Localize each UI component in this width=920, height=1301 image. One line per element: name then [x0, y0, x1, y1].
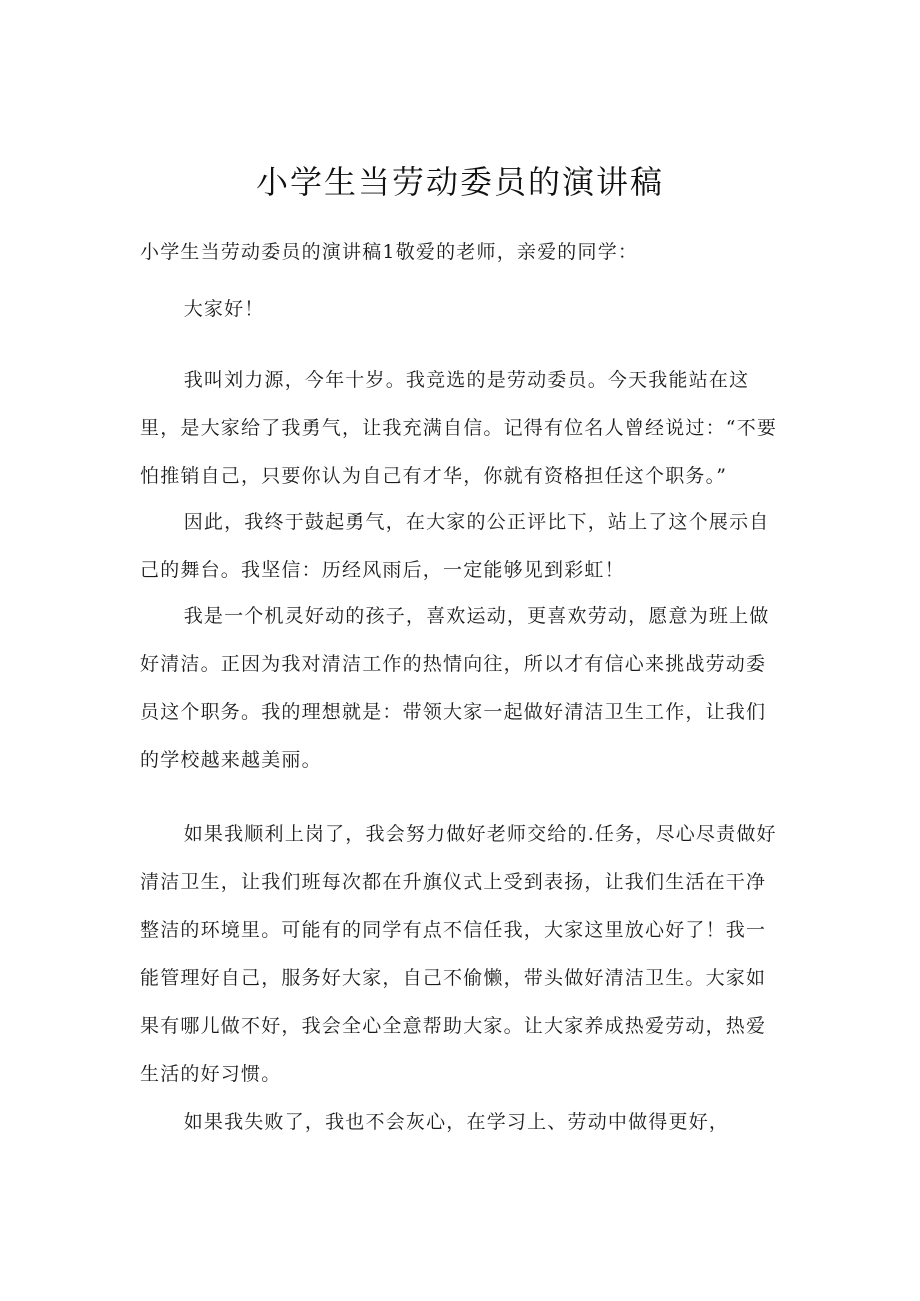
paragraph-block-1: [140, 285, 780, 333]
paragraph-block-6: [140, 1098, 780, 1146]
paragraph-block-5: [140, 810, 780, 1098]
paragraph-block-4: [140, 592, 780, 784]
intro-line: [140, 228, 780, 276]
paragraph-ideal: 我是一个机灵好动的孩子，喜欢运动，更喜欢劳动，愿意为班上做好清洁。正因为我对清洁工作的热情向往，所以才有信心来挑战劳动委员这个职务。我的理想就是：带领大家一起做好清洁卫生工作，让我们的学校越来越美丽。: [140, 605, 770, 771]
paragraph-failure: 如果我失败了，我也不会灰心，在学习上、劳动中做得更好，: [183, 1111, 730, 1133]
paragraph-plan: 如果我顺利上岗了，我会努力做好老师交给的.任务，尽心尽责做好清洁卫生，让我们班每次都在升旗仪式上受到表扬，让我们生活在干净整洁的环境里。可能有的同学有点不信任我，大家这里放心好了！我一能管理好自己，服务好大家，自己不偷懒，带头做好清洁卫生。大家如果有哪儿做不好，我会全心全意帮助大家。让大家养成热爱劳动，热爱生活的好习惯。: [140, 823, 777, 1085]
paragraph-block-3: [140, 498, 780, 594]
intro-paragraph: 小学生当劳动委员的演讲稿1敬爱的老师，亲爱的同学：: [140, 241, 639, 263]
paragraph-greeting: 大家好！: [183, 298, 265, 320]
paragraph-block-2: [140, 356, 780, 500]
paragraph-introduction: 我叫刘力源，今年十岁。我竞选的是劳动委员。今天我能站在这里，是大家给了我勇气，让我充满自信。记得有位名人曾经说过：“不要怕推销自己，只要你认为自己有才华，你就有资格担任这个职务。”: [140, 369, 778, 487]
document-title: 小学生当劳动委员的演讲稿: [255, 163, 664, 201]
paragraph-courage: 因此，我终于鼓起勇气，在大家的公正评比下，站上了这个展示自己的舞台。我坚信：历经风雨后，一定能够见到彩虹！: [140, 511, 770, 581]
